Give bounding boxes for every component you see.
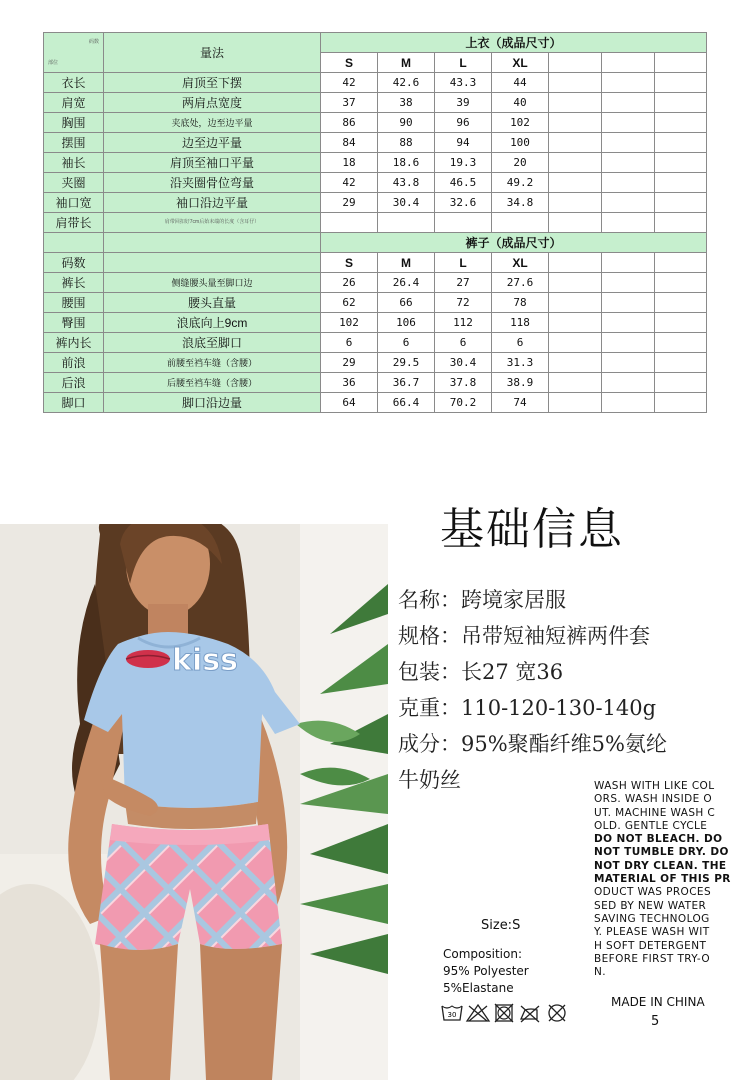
care-line: MATERIAL OF THIS PR — [594, 873, 731, 886]
empty-cell — [602, 173, 655, 193]
top-section-title: 上衣（成品尺寸） — [321, 33, 707, 53]
corner-size-label: 码数 — [88, 38, 99, 45]
empty-cell — [602, 113, 655, 133]
pants-section-title: 裤子（成品尺寸） — [321, 233, 707, 253]
value-cell: 27 — [435, 273, 492, 293]
method-cell: 袖口沿边平量 — [104, 193, 321, 213]
value-cell: 106 — [378, 313, 435, 333]
value-cell — [492, 213, 549, 233]
empty-cell — [655, 273, 707, 293]
product-photo — [0, 524, 388, 1080]
value-cell: 30.4 — [378, 193, 435, 213]
part-cell: 肩宽 — [44, 93, 104, 113]
method-cell: 腰头直量 — [104, 293, 321, 313]
composition-title: Composition: — [443, 947, 522, 961]
value-cell: 66.4 — [378, 393, 435, 413]
value-cell: 90 — [378, 113, 435, 133]
value-cell: 39 — [435, 93, 492, 113]
empty-cell — [655, 193, 707, 213]
info-line-package: 包装：长27 宽36 — [398, 660, 564, 684]
info-lines — [398, 582, 750, 798]
pants-size-label: 码数 — [44, 253, 104, 273]
info-title: 基础信息 — [440, 504, 624, 555]
value-cell: 88 — [378, 133, 435, 153]
empty-cell — [549, 193, 602, 213]
empty-cell — [104, 233, 321, 253]
value-cell: 102 — [321, 313, 378, 333]
value-cell: 30.4 — [435, 353, 492, 373]
info-line-fabric: 牛奶丝 — [398, 768, 461, 792]
size-header: S — [321, 53, 378, 73]
value-cell: 43.8 — [378, 173, 435, 193]
no-tumble-dry-icon — [495, 1004, 513, 1022]
value-cell: 40 — [492, 93, 549, 113]
empty-cell — [602, 133, 655, 153]
empty-cell — [655, 313, 707, 333]
composition-elastane: 5%Elastane — [443, 981, 514, 995]
size-header: S — [321, 253, 378, 273]
table-row — [44, 133, 707, 153]
table-row — [44, 273, 707, 293]
empty-cell — [655, 53, 707, 73]
value-cell: 38 — [378, 93, 435, 113]
method-cell: 肩顶至下摆 — [104, 73, 321, 93]
table-row — [44, 213, 707, 233]
value-cell: 84 — [321, 133, 378, 153]
empty-cell — [655, 213, 707, 233]
value-cell: 6 — [435, 333, 492, 353]
table-row — [44, 193, 707, 213]
size-header: L — [435, 253, 492, 273]
part-cell: 胸围 — [44, 113, 104, 133]
care-instructions — [594, 780, 740, 979]
empty-cell — [655, 93, 707, 113]
value-cell: 19.3 — [435, 153, 492, 173]
size-chart-table — [43, 32, 707, 413]
empty-cell — [602, 53, 655, 73]
value-cell: 70.2 — [435, 393, 492, 413]
svg-text:30: 30 — [447, 1011, 457, 1019]
care-line: WASH WITH LIKE COL — [594, 780, 715, 792]
value-cell: 36.7 — [378, 373, 435, 393]
value-cell: 94 — [435, 133, 492, 153]
value-cell: 44 — [492, 73, 549, 93]
table-row — [44, 393, 707, 413]
empty-cell — [602, 293, 655, 313]
method-cell: 边至边平量 — [104, 133, 321, 153]
size-header: L — [435, 53, 492, 73]
value-cell: 31.3 — [492, 353, 549, 373]
empty-cell — [602, 393, 655, 413]
care-line: N. — [594, 966, 606, 979]
part-cell: 腰围 — [44, 293, 104, 313]
part-cell: 摆围 — [44, 133, 104, 153]
care-line: BEFORE FIRST TRY-O — [594, 952, 711, 965]
composition-polyester: 95% Polyester — [443, 964, 529, 978]
empty-cell — [602, 213, 655, 233]
care-line: ORS. WASH INSIDE O — [594, 793, 713, 806]
part-cell: 肩带长 — [44, 213, 104, 233]
empty-cell — [549, 393, 602, 413]
value-cell: 27.6 — [492, 273, 549, 293]
care-line: DO NOT BLEACH. DO — [594, 833, 723, 846]
shirt-print-text: kiss — [172, 643, 238, 678]
part-cell: 脚口 — [44, 393, 104, 413]
empty-cell — [602, 373, 655, 393]
value-cell: 46.5 — [435, 173, 492, 193]
part-cell: 裤内长 — [44, 333, 104, 353]
empty-cell — [549, 333, 602, 353]
part-cell: 臀围 — [44, 313, 104, 333]
care-symbols — [441, 1002, 581, 1024]
value-cell: 6 — [378, 333, 435, 353]
value-cell: 26 — [321, 273, 378, 293]
value-cell: 102 — [492, 113, 549, 133]
part-cell: 夹圈 — [44, 173, 104, 193]
care-line: H SOFT DETERGENT — [594, 939, 707, 952]
method-cell: 肩顶至袖口平量 — [104, 153, 321, 173]
care-line: OLD. GENTLE CYCLE — [594, 819, 708, 832]
method-cell: 浪底向上9cm — [104, 313, 321, 333]
method-cell: 肩带回扣好7cm后始末端的长度（含耳仔） — [104, 213, 321, 233]
empty-cell — [549, 93, 602, 113]
care-line: ODUCT WAS PROCES — [594, 886, 712, 899]
care-line: SAVING TECHNOLOG — [594, 912, 710, 925]
value-cell: 49.2 — [492, 173, 549, 193]
method-cell: 前腰至裆车缝（含腰） — [104, 353, 321, 373]
value-cell: 20 — [492, 153, 549, 173]
info-line-spec: 规格：吊带短袖短裤两件套 — [398, 624, 650, 648]
empty-cell — [655, 173, 707, 193]
method-cell: 两肩点宽度 — [104, 93, 321, 113]
empty-cell — [549, 213, 602, 233]
empty-cell — [549, 373, 602, 393]
value-cell: 37.8 — [435, 373, 492, 393]
part-cell: 衣长 — [44, 73, 104, 93]
empty-cell — [655, 293, 707, 313]
value-cell: 64 — [321, 393, 378, 413]
value-cell: 118 — [492, 313, 549, 333]
value-cell: 66 — [378, 293, 435, 313]
method-cell: 脚口沿边量 — [104, 393, 321, 413]
method-cell: 浪底至脚口 — [104, 333, 321, 353]
empty-cell — [655, 333, 707, 353]
value-cell: 43.3 — [435, 73, 492, 93]
measure-header: 量法 — [104, 33, 321, 73]
value-cell — [378, 213, 435, 233]
value-cell: 42.6 — [378, 73, 435, 93]
empty-cell — [549, 253, 602, 273]
value-cell: 42 — [321, 73, 378, 93]
size-header: XL — [492, 53, 549, 73]
value-cell: 42 — [321, 173, 378, 193]
empty-cell — [549, 113, 602, 133]
empty-cell — [602, 333, 655, 353]
part-cell: 裤长 — [44, 273, 104, 293]
care-line: NOT DRY CLEAN. THE — [594, 859, 727, 872]
label-composition — [443, 946, 529, 997]
wash-30-icon — [442, 1006, 462, 1020]
table-row — [44, 353, 707, 373]
table-row — [44, 93, 707, 113]
table-row — [44, 293, 707, 313]
value-cell — [435, 213, 492, 233]
method-cell: 后腰至裆车缝（含腰） — [104, 373, 321, 393]
empty-cell — [655, 253, 707, 273]
no-dry-clean-icon — [549, 1005, 565, 1021]
empty-cell — [549, 153, 602, 173]
table-row — [44, 313, 707, 333]
value-cell: 100 — [492, 133, 549, 153]
value-cell: 72 — [435, 293, 492, 313]
table-row — [44, 73, 707, 93]
value-cell: 18 — [321, 153, 378, 173]
empty-cell — [655, 393, 707, 413]
empty-cell — [602, 73, 655, 93]
empty-cell — [549, 273, 602, 293]
size-header: M — [378, 253, 435, 273]
size-header: M — [378, 53, 435, 73]
empty-cell — [655, 133, 707, 153]
method-cell: 侧缝腰头量至脚口边 — [104, 273, 321, 293]
empty-cell — [602, 273, 655, 293]
value-cell — [321, 213, 378, 233]
empty-cell — [602, 253, 655, 273]
value-cell: 96 — [435, 113, 492, 133]
value-cell: 37 — [321, 93, 378, 113]
empty-cell — [549, 293, 602, 313]
empty-cell — [549, 133, 602, 153]
empty-cell — [602, 193, 655, 213]
table-row — [44, 113, 707, 133]
no-iron-icon — [521, 1006, 539, 1022]
value-cell: 18.6 — [378, 153, 435, 173]
value-cell: 62 — [321, 293, 378, 313]
info-line-weight: 克重：110-120-130-140g — [398, 696, 657, 720]
value-cell: 26.4 — [378, 273, 435, 293]
label-size-number: 5 — [651, 1014, 660, 1029]
value-cell: 74 — [492, 393, 549, 413]
method-cell: 沿夹圈骨位弯量 — [104, 173, 321, 193]
empty-cell — [549, 53, 602, 73]
value-cell: 38.9 — [492, 373, 549, 393]
empty-cell — [602, 93, 655, 113]
empty-cell — [549, 313, 602, 333]
value-cell: 112 — [435, 313, 492, 333]
empty-cell — [655, 73, 707, 93]
empty-cell — [549, 73, 602, 93]
value-cell: 6 — [321, 333, 378, 353]
empty-cell — [655, 153, 707, 173]
value-cell: 32.6 — [435, 193, 492, 213]
info-line-name: 名称：跨境家居服 — [398, 588, 566, 612]
empty-cell — [549, 173, 602, 193]
empty-cell — [602, 313, 655, 333]
value-cell: 29 — [321, 193, 378, 213]
info-line-material: 成分：95%聚酯纤维5%氨纶 — [398, 732, 667, 756]
care-line: SED BY NEW WATER — [594, 899, 707, 912]
value-cell: 29 — [321, 353, 378, 373]
care-line: UT. MACHINE WASH C — [594, 806, 716, 819]
value-cell: 36 — [321, 373, 378, 393]
empty-cell — [549, 353, 602, 373]
size-header: XL — [492, 253, 549, 273]
value-cell: 34.8 — [492, 193, 549, 213]
part-cell: 前浪 — [44, 353, 104, 373]
part-cell: 后浪 — [44, 373, 104, 393]
table-row — [44, 373, 707, 393]
empty-cell — [655, 353, 707, 373]
label-size: Size:S — [481, 918, 521, 933]
care-line: Y. PLEASE WASH WIT — [594, 926, 710, 939]
part-cell: 袖口宽 — [44, 193, 104, 213]
table-row — [44, 333, 707, 353]
empty-cell — [655, 373, 707, 393]
value-cell: 29.5 — [378, 353, 435, 373]
empty-cell — [44, 233, 104, 253]
value-cell: 6 — [492, 333, 549, 353]
value-cell: 86 — [321, 113, 378, 133]
made-in-label: MADE IN CHINA — [611, 995, 705, 1009]
empty-cell — [104, 253, 321, 273]
empty-cell — [602, 153, 655, 173]
corner-part-label: 部位 — [48, 59, 59, 66]
empty-cell — [655, 113, 707, 133]
corner-cell — [44, 33, 104, 73]
table-row — [44, 173, 707, 193]
table-row — [44, 153, 707, 173]
value-cell: 78 — [492, 293, 549, 313]
part-cell: 袖长 — [44, 153, 104, 173]
model-illustration — [0, 524, 388, 1080]
method-cell: 夹底处，边至边平量 — [104, 113, 321, 133]
care-line: NOT TUMBLE DRY. DO — [594, 846, 729, 859]
empty-cell — [602, 353, 655, 373]
no-bleach-icon — [467, 1005, 489, 1021]
